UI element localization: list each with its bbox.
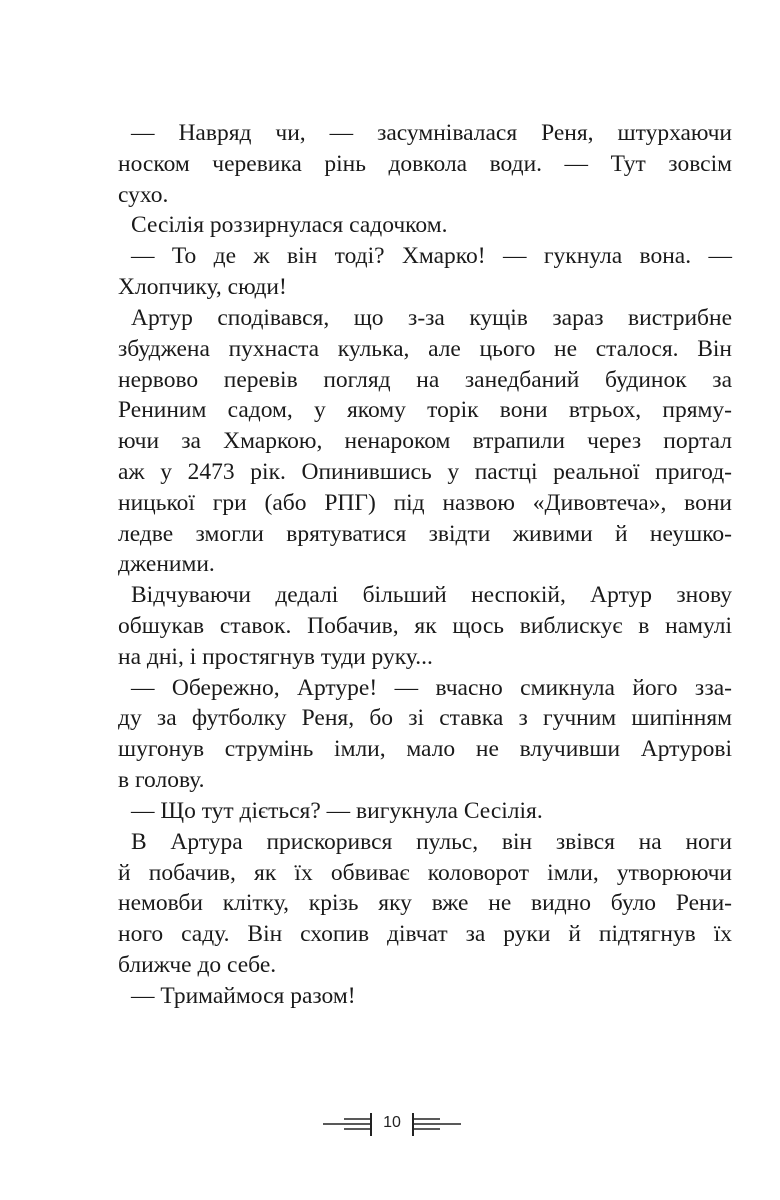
text-line: — Обережно, Артуре! — вчасно смикнула його зза- bbox=[131, 674, 732, 701]
text-line: дженими. bbox=[118, 551, 215, 578]
body-text bbox=[118, 118, 732, 1012]
text-line: Рениним садом, у якому торік вони втрьох, пряму- bbox=[118, 397, 732, 424]
text-line: й побачив, як їх обвиває коловорот імли, утворюючи bbox=[118, 859, 732, 886]
text-line: шугонув струмінь імли, мало не влучивши Артурові bbox=[118, 736, 732, 763]
text-line: немовби клітку, крізь яку вже не видно було Рени- bbox=[118, 890, 732, 917]
text-line: — Навряд чи, — засумнівалася Реня, штурхаючи bbox=[131, 120, 732, 146]
text-line: обшукав ставок. Побачив, як щось виблискує в намулі bbox=[118, 613, 732, 639]
text-line: ледве змогли врятуватися звідти живими й неушко- bbox=[118, 520, 732, 547]
text-line: нервово перевів погляд на занедбаний будинок за bbox=[118, 366, 732, 393]
text-line: Сесілія роззирнулася садочком. bbox=[131, 212, 448, 239]
page-number: 10 bbox=[383, 1114, 401, 1131]
page-footer bbox=[0, 1108, 780, 1142]
text-line: ближче до себе. bbox=[118, 951, 277, 978]
left-ornament-icon bbox=[322, 1108, 372, 1142]
text-line: на дні, і простягнув туди руку... bbox=[118, 643, 433, 670]
right-ornament-icon bbox=[412, 1108, 462, 1142]
text-line: ючи за Хмаркою, ненароком втрапили через портал bbox=[118, 428, 732, 455]
text-line: Хлопчику, сюди! bbox=[118, 274, 287, 301]
text-line: ницької гри (або РПГ) під назвою «Дивовтеча», вони bbox=[118, 489, 732, 516]
text-line: В Артура прискорився пульс, він звівся на ноги bbox=[131, 828, 732, 855]
text-line: в голову. bbox=[118, 767, 205, 794]
text-line: збуджена пухнаста кулька, але цього не сталося. Він bbox=[118, 335, 732, 362]
text-line: — Тримаймося разом! bbox=[131, 982, 356, 1009]
text-line: Відчуваючи дедалі більший неспокій, Артур знову bbox=[131, 582, 732, 609]
text-line: ду за футболку Реня, бо зі ставка з гучним шипінням bbox=[118, 705, 732, 732]
text-line: носком черевика рінь довкола води. — Тут зовсім bbox=[118, 150, 732, 177]
text-line: — Що тут діється? — вигукнула Сесілія. bbox=[131, 797, 543, 824]
text-line: аж у 2473 рік. Опинившись у пастці реальної пригод- bbox=[118, 458, 732, 485]
text-line: ного саду. Він схопив дівчат за руки й підтягнув їх bbox=[118, 921, 732, 948]
text-line: сухо. bbox=[118, 181, 169, 208]
text-line: Артур сподівався, що з-за кущів зараз вистрибне bbox=[131, 304, 732, 331]
text-line: — То де ж він тоді? Хмарко! — гукнула вона. — bbox=[131, 243, 732, 270]
